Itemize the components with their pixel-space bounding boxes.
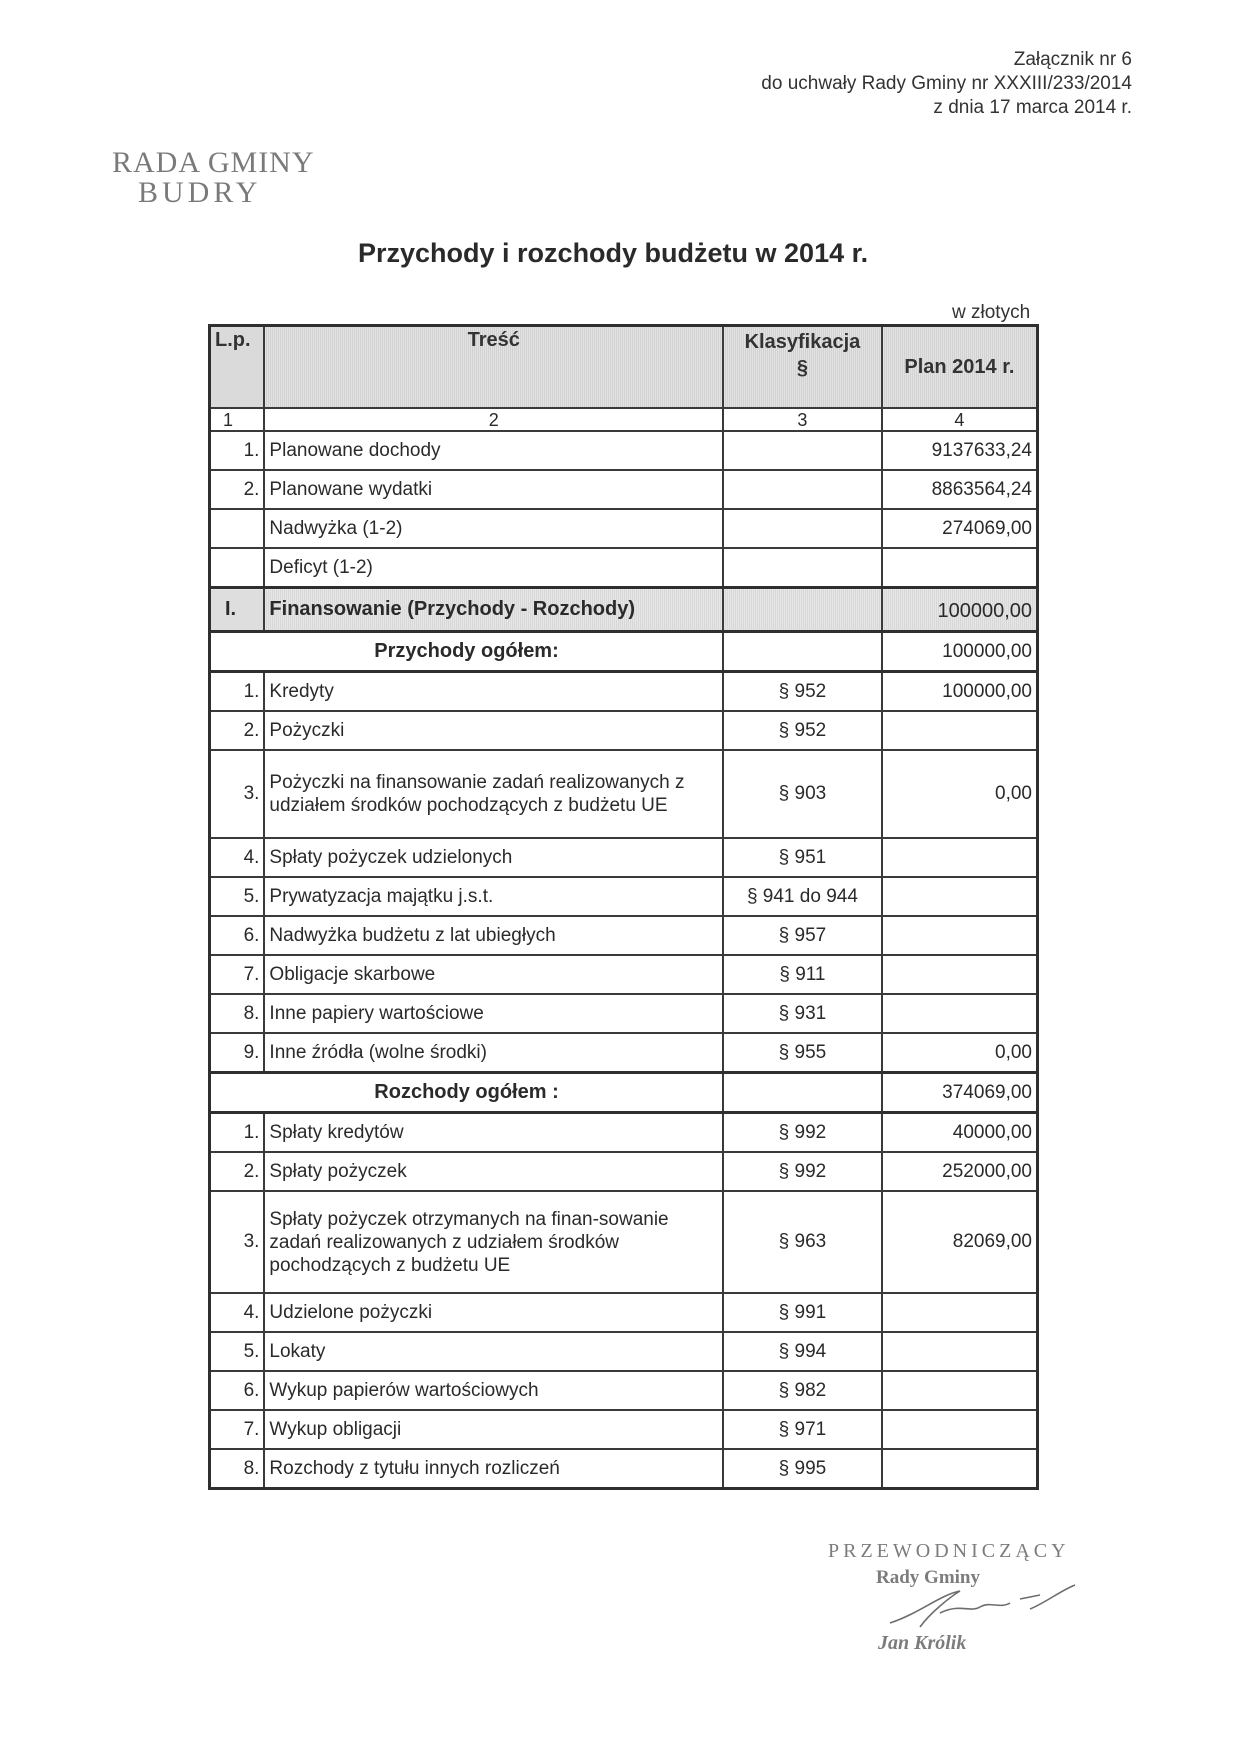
- row-classification: § 957: [723, 916, 882, 955]
- row-classification: § 982: [723, 1371, 882, 1410]
- row-classification: § 952: [723, 711, 882, 750]
- stamp-line-1: RADA GMINY: [112, 146, 315, 179]
- row-lp: 2.: [210, 1152, 265, 1191]
- row-lp: I.: [210, 588, 265, 632]
- row-text: Wykup obligacji: [264, 1410, 723, 1449]
- row-text-line: pochodzących z budżetu UE: [269, 1254, 511, 1276]
- resolution-number: do uchwały Rady Gminy nr XXXIII/233/2014: [761, 73, 1132, 94]
- column-number: 2: [264, 408, 723, 431]
- row-value: 40000,00: [882, 1113, 1038, 1153]
- row-lp: 5.: [210, 877, 265, 916]
- row-classification: [723, 548, 882, 588]
- row-lp: 8.: [210, 1449, 265, 1489]
- row-value: 274069,00: [882, 509, 1038, 548]
- row-value: 9137633,24: [882, 431, 1038, 470]
- income-total-row: [210, 632, 1038, 672]
- row-text: Nadwyżka (1-2): [264, 509, 723, 548]
- row-text: [264, 750, 723, 838]
- row-lp: 4.: [210, 838, 265, 877]
- currency-unit: w złotych: [952, 302, 1031, 323]
- row-classification: [723, 509, 882, 548]
- table-row: [210, 994, 1038, 1033]
- table-row: [210, 1449, 1038, 1489]
- row-lp: 2.: [210, 470, 265, 509]
- table-row: [210, 1191, 1038, 1293]
- row-text: Lokaty: [264, 1332, 723, 1371]
- table-row: [210, 672, 1038, 712]
- row-lp: 6.: [210, 916, 265, 955]
- row-text-line: Spłaty pożyczek otrzymanych na finan-sowanie: [269, 1208, 669, 1230]
- header-plan: Plan 2014 r.: [882, 326, 1038, 409]
- column-numbers-row: [210, 408, 1038, 431]
- row-lp: 2.: [210, 711, 265, 750]
- council-stamp: [112, 146, 315, 210]
- table-row: [210, 711, 1038, 750]
- row-value: [882, 994, 1038, 1033]
- expense-total-value: 374069,00: [882, 1073, 1038, 1113]
- row-text: Obligacje skarbowe: [264, 955, 723, 994]
- row-value: 8863564,24: [882, 470, 1038, 509]
- row-text: Deficyt (1-2): [264, 548, 723, 588]
- row-lp: 1.: [210, 1113, 265, 1153]
- header-lp: L.p.: [210, 326, 265, 409]
- row-classification: § 903: [723, 750, 882, 838]
- chairman-signature-stamp: [820, 1540, 1080, 1655]
- row-lp: 1.: [210, 431, 265, 470]
- table-row: [210, 1113, 1038, 1153]
- table-row: [210, 916, 1038, 955]
- row-classification: § 941 do 944: [723, 877, 882, 916]
- row-classification: § 995: [723, 1449, 882, 1489]
- row-lp: 1.: [210, 672, 265, 712]
- row-text: Inne papiery wartościowe: [264, 994, 723, 1033]
- expense-total-row: [210, 1073, 1038, 1113]
- column-number: 1: [210, 408, 265, 431]
- income-total-value: 100000,00: [882, 632, 1038, 672]
- table-row: [210, 750, 1038, 838]
- row-text: Spłaty pożyczek: [264, 1152, 723, 1191]
- table-row: [210, 955, 1038, 994]
- row-lp: 3.: [210, 1191, 265, 1293]
- row-value: [882, 916, 1038, 955]
- stamp-line-2: BUDRY: [138, 176, 262, 209]
- table-row: [210, 1033, 1038, 1073]
- column-number: 4: [882, 408, 1038, 431]
- row-classification: [723, 1073, 882, 1113]
- income-total-caption: Przychody ogółem:: [210, 632, 724, 672]
- handwritten-signature-icon: [880, 1583, 1080, 1638]
- row-lp: 8.: [210, 994, 265, 1033]
- row-classification: [723, 431, 882, 470]
- row-classification: § 992: [723, 1113, 882, 1153]
- row-value: [882, 877, 1038, 916]
- row-text: Rozchody z tytułu innych rozliczeń: [264, 1449, 723, 1489]
- row-lp: 3.: [210, 750, 265, 838]
- row-value: 100000,00: [882, 672, 1038, 712]
- row-classification: § 955: [723, 1033, 882, 1073]
- row-lp: [210, 548, 265, 588]
- signature-council: Rady Gminy: [876, 1567, 980, 1588]
- row-text-line: Pożyczki na finansowanie zadań realizowanych z: [269, 772, 685, 793]
- row-text: Planowane dochody: [264, 431, 723, 470]
- signature-role: PRZEWODNICZĄCY: [828, 1540, 1070, 1562]
- column-number: 3: [723, 408, 882, 431]
- row-value: [882, 955, 1038, 994]
- row-text-line: udziałem środków pochodzących z budżetu UE: [269, 795, 668, 816]
- row-classification: § 963: [723, 1191, 882, 1293]
- row-value: [882, 1293, 1038, 1332]
- row-value: 252000,00: [882, 1152, 1038, 1191]
- resolution-date: z dnia 17 marca 2014 r.: [933, 97, 1132, 118]
- row-classification: [723, 470, 882, 509]
- row-value: 100000,00: [882, 588, 1038, 632]
- row-classification: § 992: [723, 1152, 882, 1191]
- row-classification: § 951: [723, 838, 882, 877]
- page-title: Przychody i rozchody budżetu w 2014 r.: [358, 238, 869, 268]
- row-text-line: zadań realizowanych z udziałem środków: [269, 1231, 619, 1253]
- row-text: Spłaty kredytów: [264, 1113, 723, 1153]
- table-row: [210, 1371, 1038, 1410]
- row-text: Planowane wydatki: [264, 470, 723, 509]
- row-text: [264, 1191, 723, 1293]
- row-classification: [723, 588, 882, 632]
- row-value: 0,00: [882, 1033, 1038, 1073]
- annex-reference: [761, 48, 1132, 120]
- row-classification: § 911: [723, 955, 882, 994]
- financing-row: [210, 588, 1038, 632]
- table-row: [210, 838, 1038, 877]
- row-lp: 9.: [210, 1033, 265, 1073]
- row-value: [882, 1410, 1038, 1449]
- row-lp: 7.: [210, 955, 265, 994]
- row-value: [882, 1449, 1038, 1489]
- row-text: Inne źródła (wolne środki): [264, 1033, 723, 1073]
- row-value: 0,00: [882, 750, 1038, 838]
- row-classification: § 991: [723, 1293, 882, 1332]
- table-row: [210, 1152, 1038, 1191]
- header-paragraph-sign: §: [796, 357, 808, 379]
- row-classification: § 994: [723, 1332, 882, 1371]
- row-value: 82069,00: [882, 1191, 1038, 1293]
- header-klasyfikacja-label: Klasyfikacja: [744, 331, 861, 353]
- row-lp: 7.: [210, 1410, 265, 1449]
- row-classification: § 952: [723, 672, 882, 712]
- table-row: [210, 1410, 1038, 1449]
- row-lp: [210, 509, 265, 548]
- row-classification: § 971: [723, 1410, 882, 1449]
- row-text: Prywatyzacja majątku j.s.t.: [264, 877, 723, 916]
- table-row: [210, 1332, 1038, 1371]
- row-lp: 4.: [210, 1293, 265, 1332]
- row-value: [882, 1332, 1038, 1371]
- row-classification: [723, 632, 882, 672]
- row-value: [882, 1371, 1038, 1410]
- row-text: Finansowanie (Przychody - Rozchody): [264, 588, 723, 632]
- table-row: [210, 877, 1038, 916]
- row-lp: 5.: [210, 1332, 265, 1371]
- table-row: [210, 470, 1038, 509]
- row-value: [882, 838, 1038, 877]
- row-text: Kredyty: [264, 672, 723, 712]
- table-row: [210, 431, 1038, 470]
- header-tresc: Treść: [264, 326, 723, 409]
- table-row: [210, 509, 1038, 548]
- row-value: [882, 711, 1038, 750]
- table-row: [210, 1293, 1038, 1332]
- row-text: Udzielone pożyczki: [264, 1293, 723, 1332]
- annex-number: Załącznik nr 6: [1013, 49, 1132, 70]
- table-row: [210, 548, 1038, 588]
- row-text: Wykup papierów wartościowych: [264, 1371, 723, 1410]
- budget-table: [208, 324, 1039, 1490]
- table-header-row: [210, 326, 1038, 409]
- signature-name: Jan Królik: [878, 1632, 967, 1654]
- row-classification: § 931: [723, 994, 882, 1033]
- expense-total-caption: Rozchody ogółem :: [210, 1073, 724, 1113]
- row-value: [882, 548, 1038, 588]
- header-klasyfikacja: [723, 326, 882, 409]
- row-lp: 6.: [210, 1371, 265, 1410]
- row-text: Pożyczki: [264, 711, 723, 750]
- row-text: Spłaty pożyczek udzielonych: [264, 838, 723, 877]
- row-text: Nadwyżka budżetu z lat ubiegłych: [264, 916, 723, 955]
